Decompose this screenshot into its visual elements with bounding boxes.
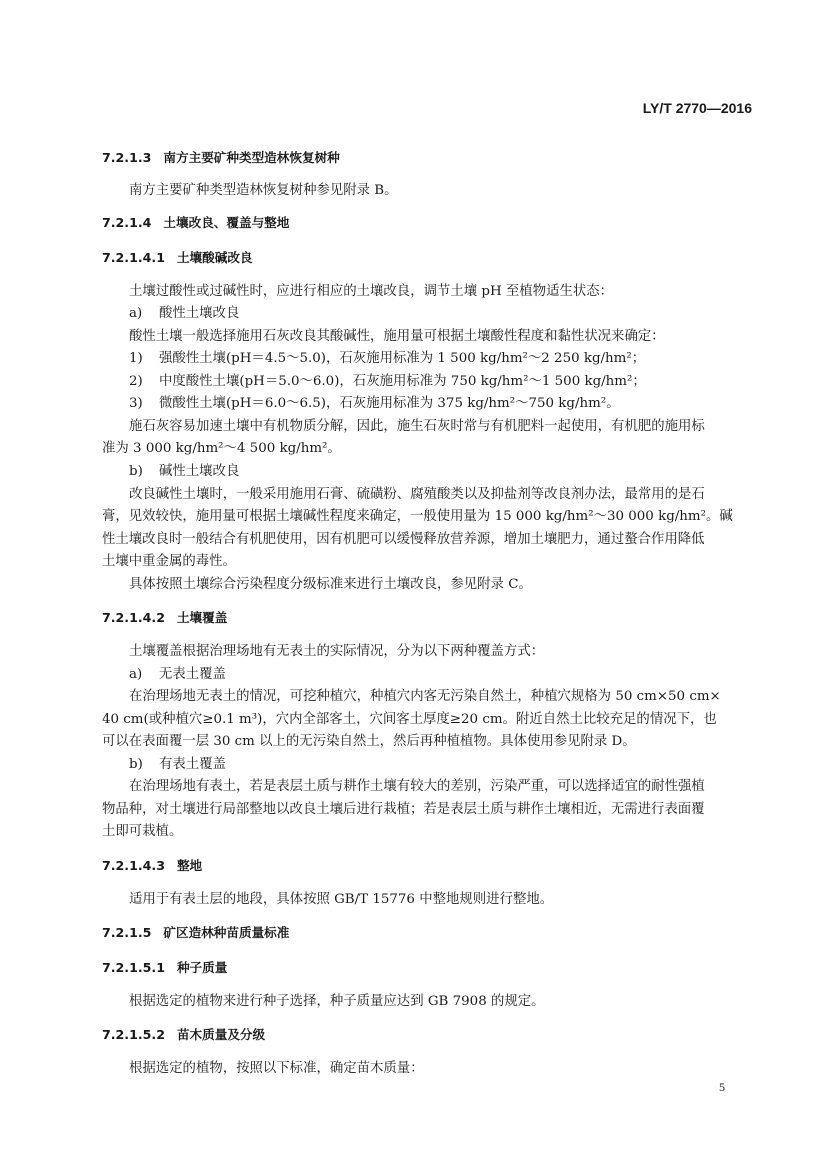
section-heading-7-2-1-5 [102,924,289,942]
section-number: 7.2.1.4.1 [102,250,165,265]
paragraph: 土壤过酸性或过碱性时，应进行相应的土壤改良，调节土壤 pH 至植物适生状态： [129,284,614,299]
section-heading-7-2-1-4 [102,214,289,232]
paragraph-line: 膏，见效较快，施用量可根据土壤碱性程度来确定，一般使用量为 15 000 kg/hm²～30 000 kg/hm²。碱 [102,509,733,524]
list-item-title: 有表土覆盖 [159,757,226,772]
section-number: 7.2.1.5 [102,925,152,940]
section-title: 矿区造林种苗质量标准 [163,925,290,940]
list-item [129,350,645,368]
paragraph: 酸性土壤一般选择施用石灰改良其酸碱性，施用量可根据土壤酸性程度和黏性状况来确定： [129,329,665,344]
list-item-b [129,463,239,481]
list-item-text: 中度酸性土壤(pH＝5.0～6.0)，石灰施用标准为 750 kg/hm²～1 500 kg/hm²； [159,374,646,389]
paragraph: 具体按照土壤综合污染程度分级标准来进行土壤改良，参见附录 C。 [129,577,532,592]
section-title: 整地 [176,858,203,873]
paragraph-line: 土即可栽植。 [102,824,183,839]
paragraph-line: 在治理场地无表土的情况，可挖种植穴，种植穴内客无污染自然土，种植穴规格为 50 cm×50 cm× [129,689,721,704]
list-item-title: 酸性土壤改良 [159,306,240,321]
list-marker: 1) [129,351,143,366]
paragraph-line: 土壤中重金属的毒性。 [102,554,236,569]
paragraph: 根据选定的植物来进行种子选择，种子质量应达到 GB 7908 的规定。 [129,994,545,1009]
paragraph-line: 物品种，对土壤进行局部整地以改良土壤后进行栽植；若是表层土质与耕作土壤相近，无需进行表面覆 [102,802,705,817]
list-item-text: 强酸性土壤(pH＝4.5～5.0)，石灰施用标准为 1 500 kg/hm²～2 250 kg/hm²； [159,351,646,366]
list-marker: 3) [129,396,143,411]
list-item-a [129,305,239,323]
list-marker: a) [129,667,143,682]
list-marker: a) [129,306,143,321]
list-marker: b) [129,757,143,772]
list-item-text: 微酸性土壤(pH＝6.0～6.5)，石灰施用标准为 375 kg/hm²～750 kg/hm²。 [159,396,620,411]
paragraph: 土壤覆盖根据治理场地有无表土的实际情况，分为以下两种覆盖方式： [129,644,545,659]
list-item-title: 无表土覆盖 [159,667,226,682]
section-title: 土壤覆盖 [176,610,228,625]
standard-code: LY/T 2770—2016 [642,100,752,116]
section-number: 7.2.1.4 [102,215,152,230]
section-number: 7.2.1.3 [102,150,152,165]
paragraph: 适用于有表土层的地段，具体按照 GB/T 15776 中整地规则进行整地。 [129,892,554,907]
section-heading-7-2-1-4-3 [102,857,202,875]
list-item-a [129,666,226,684]
section-title: 南方主要矿种类型造林恢复树种 [163,150,340,165]
section-title: 土壤酸碱改良 [176,250,253,265]
list-item-title: 碱性土壤改良 [159,464,240,479]
list-item-b [129,756,226,774]
section-title: 种子质量 [176,960,228,975]
section-heading-7-2-1-3 [102,149,340,167]
section-heading-7-2-1-5-1 [102,959,227,977]
paragraph-line: 性土壤改良时一般结合有机肥使用，因有机肥可以缓慢释放营养源，增加土壤肥力，通过螯合作用降低 [102,532,705,547]
paragraph-line: 可以在表面覆一层 30 cm 以上的无污染自然土，然后再种植植物。具体使用参见附录 D。 [102,734,636,749]
list-item [129,373,646,391]
section-number: 7.2.1.5.2 [102,1027,165,1042]
section-heading-7-2-1-4-1 [102,249,253,267]
page-number: 5 [719,1080,725,1094]
list-item [129,395,620,413]
paragraph: 南方主要矿种类型造林恢复树种参见附录 B。 [129,183,398,198]
section-number: 7.2.1.5.1 [102,960,165,975]
section-number: 7.2.1.4.2 [102,610,165,625]
section-heading-7-2-1-5-2 [102,1026,265,1044]
list-marker: 2) [129,374,143,389]
section-title: 苗木质量及分级 [176,1027,266,1042]
section-heading-7-2-1-4-2 [102,609,227,627]
paragraph-line: 施石灰容易加速土壤中有机物质分解，因此，施生石灰时常与有机肥料一起使用，有机肥的施用标 [129,419,705,434]
paragraph-line: 准为 3 000 kg/hm²～4 500 kg/hm²。 [102,441,341,456]
paragraph-line: 改良碱性土壤时，一般采用施用石膏、硫磺粉、腐殖酸类以及抑盐剂等改良剂办法，最常用的是石 [129,487,705,502]
section-title: 土壤改良、覆盖与整地 [163,215,290,230]
paragraph-line: 40 cm(或种植穴≥0.1 m³)，穴内全部客土，穴间客土厚度≥20 cm。附近自然土比较充足的情况下，也 [102,712,717,727]
paragraph-line: 在治理场地有表土，若是表层土质与耕作土壤有较大的差别，污染严重，可以选择适宜的耐性强植 [129,779,705,794]
paragraph: 根据选定的植物，按照以下标准，确定苗木质量： [129,1061,424,1076]
list-marker: b) [129,464,143,479]
section-number: 7.2.1.4.3 [102,858,165,873]
